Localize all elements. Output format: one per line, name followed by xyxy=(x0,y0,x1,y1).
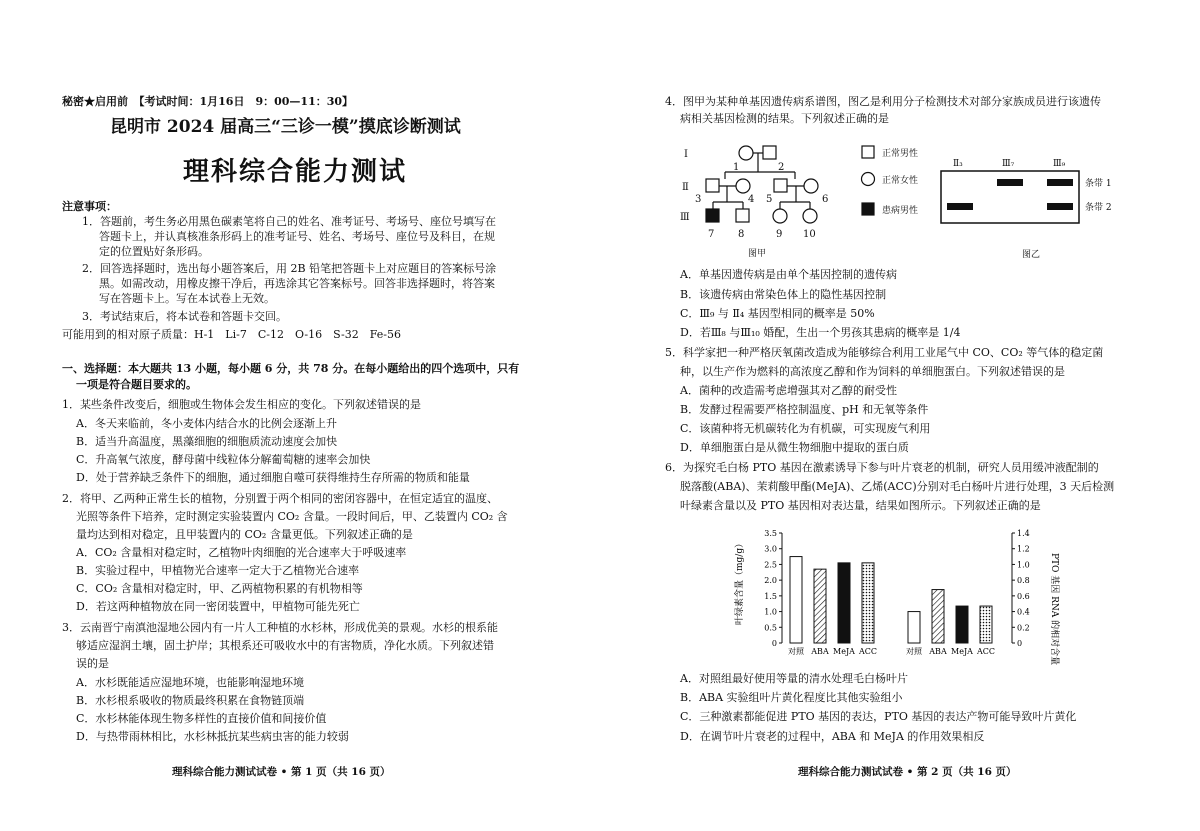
q3-option: A．水杉既能适应湿地环境，也能影响湿地环境 xyxy=(76,676,304,689)
gel-lane-label: Ⅲ₉ xyxy=(1053,159,1066,169)
individual-number: 7 xyxy=(708,229,715,240)
y-tick-label: 0 xyxy=(1017,639,1023,648)
x-tick-label: MeJA xyxy=(951,647,973,656)
q1-option: D．处于营养缺乏条件下的细胞，通过细胞自噬可获得维持生存所需的物质和能量 xyxy=(76,471,470,484)
bar xyxy=(790,557,802,643)
bar xyxy=(862,563,874,643)
individual-number: 8 xyxy=(738,229,745,240)
notice-line: 定的位置贴好条形码。 xyxy=(99,245,209,258)
y-tick-label: 0.4 xyxy=(1017,607,1030,617)
section-heading: 一、选择题：本大题共 13 小题，每小题 6 分，共 78 分。在每小题给出的四个选项中，只有 xyxy=(62,362,520,375)
individual-number: 4 xyxy=(748,194,755,205)
pedigree-figure xyxy=(670,140,980,260)
exam-subtitle: 理科综合能力测试 xyxy=(183,157,408,187)
individual-number: 9 xyxy=(776,229,783,240)
generation-label: Ⅲ xyxy=(680,212,690,223)
q2-stem: 光照等条件下培养，定时测定实验装置内 CO₂ 含量。一段时间后，甲、乙装置内 CO₂ 含 xyxy=(76,510,508,523)
q6-bar-chart xyxy=(730,525,1060,665)
gel-band xyxy=(1047,203,1073,210)
q6-stem: 6．为探究毛白杨 PTO 基因在激素诱导下参与叶片衰老的机制，研究人员用缓冲液配制的 xyxy=(665,461,1099,474)
q5-option: B．发酵过程需要严格控制温度、pH 和无氧等条件 xyxy=(680,403,929,416)
y-tick-label: 2.0 xyxy=(764,576,777,586)
right-axis-label: PTO 基因 RNA 的相对含量 xyxy=(1049,553,1059,665)
gel-lane-label: Ⅲ₇ xyxy=(1002,159,1015,169)
generation-label: Ⅱ xyxy=(682,182,689,193)
figure-caption: 图乙 xyxy=(1022,250,1041,260)
q6-option: A．对照组最好使用等量的清水处理毛白杨叶片 xyxy=(680,672,908,685)
q5-stem: 种，以生产作为燃料的高浓度乙醇和作为饲料的单细胞蛋白。下列叙述错误的是 xyxy=(680,365,1065,378)
x-tick-label: ACC xyxy=(858,647,878,656)
generation-label: I xyxy=(684,149,688,160)
x-tick-label: ABA xyxy=(929,647,947,656)
q6-option: C．三种激素都能促进 PTO 基因的表达，PTO 基因的表达产物可能导致叶片黄化 xyxy=(680,710,1077,723)
individual-number: 6 xyxy=(822,194,829,205)
q3-stem: 够适应湿润土壤，固土护岸；其根系还可吸收水中的有害物质，净化水质。下列叙述错 xyxy=(76,639,494,652)
page-2 xyxy=(600,0,1200,831)
gel-band xyxy=(1047,179,1073,186)
y-tick-label: 3.5 xyxy=(764,529,777,538)
bar xyxy=(838,563,850,643)
q3-option: C．水杉林能体现生物多样性的直接价值和间接价值 xyxy=(76,712,327,725)
notice-line: 答题卡上，并认真核准条形码上的准考证号、姓名、考场号、座位号及科目，在规 xyxy=(99,230,495,243)
section-heading: 一项是符合题目要求的。 xyxy=(76,378,197,391)
q2-option: A．CO₂ 含量相对稳定时，乙植物叶肉细胞的光合速率大于呼吸速率 xyxy=(76,546,407,559)
x-tick-label: MeJA xyxy=(833,647,855,656)
y-tick-label: 1.0 xyxy=(1017,560,1030,570)
legend-normal-male: 正常男性 xyxy=(882,149,919,159)
q1-stem: 1．某些条件改变后，细胞或生物体会发生相应的变化。下列叙述错误的是 xyxy=(62,398,421,411)
q2-stem: 2．将甲、乙两种正常生长的植物，分别置于两个相同的密闭容器中，在恒定适宜的温度、 xyxy=(62,492,498,505)
y-tick-label: 0.2 xyxy=(1017,623,1030,633)
q4-option: A．单基因遗传病是由单个基因控制的遗传病 xyxy=(680,268,897,281)
notice-line: 黑。如需改动，用橡皮擦干净后，再选涂其它答案标号。回答非选择题时，将答案 xyxy=(99,277,495,290)
bar xyxy=(956,606,968,643)
y-tick-label: 3.0 xyxy=(764,544,777,554)
q3-option: D．与热带雨林相比，水杉林抵抗某些病虫害的能力较弱 xyxy=(76,730,349,743)
legend-normal-female: 正常女性 xyxy=(882,176,919,186)
individual-number: 3 xyxy=(695,194,702,205)
q6-stem: 叶绿素含量以及 PTO 基因相对表达量，结果如图所示。下列叙述正确的是 xyxy=(680,499,1041,512)
y-tick-label: 0.5 xyxy=(764,623,777,633)
q1-option: A．冬天来临前，冬小麦体内结合水的比例会逐渐上升 xyxy=(76,417,337,430)
bar xyxy=(932,590,944,643)
y-tick-label: 0 xyxy=(771,639,777,648)
q1-option: C．升高氧气浓度，酵母菌中线粒体分解葡萄糖的速率会加快 xyxy=(76,453,371,466)
x-tick-label: 对照 xyxy=(788,647,804,656)
left-axis-label: 叶绿素含量（mg/g） xyxy=(735,538,745,625)
legend-affected-male: 患病男性 xyxy=(882,206,919,216)
y-tick-label: 0.6 xyxy=(1017,591,1030,601)
gel-figure xyxy=(935,155,1150,260)
y-tick-label: 0.8 xyxy=(1017,576,1030,586)
notice-line: 2．回答选择题时，选出每小题答案后，用 2B 铅笔把答题卡上对应题目的答案标号涂 xyxy=(82,262,497,275)
x-tick-label: ABA xyxy=(811,647,829,656)
individual-number: 10 xyxy=(803,229,816,240)
y-tick-label: 1.4 xyxy=(1017,529,1030,538)
q4-stem: 4．图甲为某种单基因遗传病系谱图，图乙是利用分子检测技术对部分家族成员进行该遗传 xyxy=(665,95,1101,108)
exam-title: 昆明市 2024 届高三“三诊一模”摸底诊断测试 xyxy=(110,117,461,137)
q4-option: D．若Ⅲ₈ 与Ⅲ₁₀ 婚配，生出一个男孩其患病的概率是 1/4 xyxy=(680,326,961,339)
atomic-masses: 可能用到的相对原子质量：H-1 Li-7 C-12 O-16 S-32 Fe-56 xyxy=(62,328,402,341)
q2-option: C．CO₂ 含量相对稳定时，甲、乙两植物积累的有机物相等 xyxy=(76,582,363,595)
q1-option: B．适当升高温度，黑藻细胞的细胞质流动速度会加快 xyxy=(76,435,338,448)
q5-option: C．该菌种将无机碳转化为有机碳，可实现废气利用 xyxy=(680,422,931,435)
notice-line: 3．考试结束后，将本试卷和答题卡交回。 xyxy=(82,310,287,323)
gel-band-label: 条带 1 xyxy=(1085,179,1112,189)
y-tick-label: 1.2 xyxy=(1017,544,1030,554)
gel-band xyxy=(997,179,1023,186)
page-footer: 理科综合能力测试试卷 • 第 2 页（共 16 页） xyxy=(798,766,1017,778)
q4-option: C．Ⅲ₉ 与 Ⅱ₄ 基因型相同的概率是 50% xyxy=(680,307,875,320)
q5-option: D．单细胞蛋白是从微生物细胞中提取的蛋白质 xyxy=(680,441,909,454)
bar xyxy=(980,606,992,643)
y-tick-label: 2.5 xyxy=(764,560,777,570)
bar xyxy=(814,569,826,643)
q2-stem: 量均达到相对稳定，且甲装置内的 CO₂ 含量更低。下列叙述正确的是 xyxy=(76,528,413,541)
gel-band xyxy=(947,203,973,210)
individual-number: 2 xyxy=(778,162,785,173)
page-footer: 理科综合能力测试试卷 • 第 1 页（共 16 页） xyxy=(172,766,391,778)
individual-number: 5 xyxy=(766,194,773,205)
y-tick-label: 1.5 xyxy=(764,591,777,601)
y-tick-label: 1.0 xyxy=(764,607,777,617)
q6-option: D．在调节叶片衰老的过程中，ABA 和 MeJA 的作用效果相反 xyxy=(680,730,985,743)
q6-stem: 脱落酸(ABA)、茉莉酸甲酯(MeJA)、乙烯(ACC)分别对毛白杨叶片进行处理，3 天后检测 xyxy=(680,480,1115,493)
q6-option: B．ABA 实验组叶片黄化程度比其他实验组小 xyxy=(680,691,903,704)
gel-band-label: 条带 2 xyxy=(1085,203,1112,213)
q4-stem: 病相关基因检测的结果。下列叙述正确的是 xyxy=(680,112,889,125)
individual-number: 1 xyxy=(733,162,740,173)
exam-header: 秘密★启用前 【考试时间：1月16日 9：00—11：30】 xyxy=(62,95,354,108)
q5-stem: 5．科学家把一种严格厌氧菌改造成为能够综合利用工业尾气中 CO、CO₂ 等气体的稳定菌 xyxy=(665,346,1104,359)
q4-option: B．该遗传病由常染色体上的隐性基因控制 xyxy=(680,288,887,301)
notice-line: 1．答题前，考生务必用黑色碳素笔将自己的姓名、准考证号、考场号、座位号填写在 xyxy=(82,215,496,228)
q2-option: B．实验过程中，甲植物光合速率一定大于乙植物光合速率 xyxy=(76,564,360,577)
notice-title: 注意事项： xyxy=(62,200,117,213)
x-tick-label: 对照 xyxy=(906,647,922,656)
x-tick-label: ACC xyxy=(976,647,996,656)
q3-stem: 3．云南晋宁南滇池湿地公园内有一片人工种植的水杉林，形成优美的景观。水杉的根系能 xyxy=(62,621,498,634)
bar xyxy=(908,612,920,643)
q2-option: D．若这两种植物放在同一密闭装置中，甲植物可能先死亡 xyxy=(76,600,360,613)
q3-option: B．水杉根系吸收的物质最终积累在食物链顶端 xyxy=(76,694,305,707)
q5-option: A．菌种的改造需考虑增强其对乙醇的耐受性 xyxy=(680,384,897,397)
figure-caption: 图甲 xyxy=(748,249,767,259)
notice-line: 写在答题卡上。写在本试卷上无效。 xyxy=(99,292,275,305)
gel-lane-label: Ⅱ₃ xyxy=(953,159,963,169)
q3-stem: 误的是 xyxy=(76,657,109,670)
